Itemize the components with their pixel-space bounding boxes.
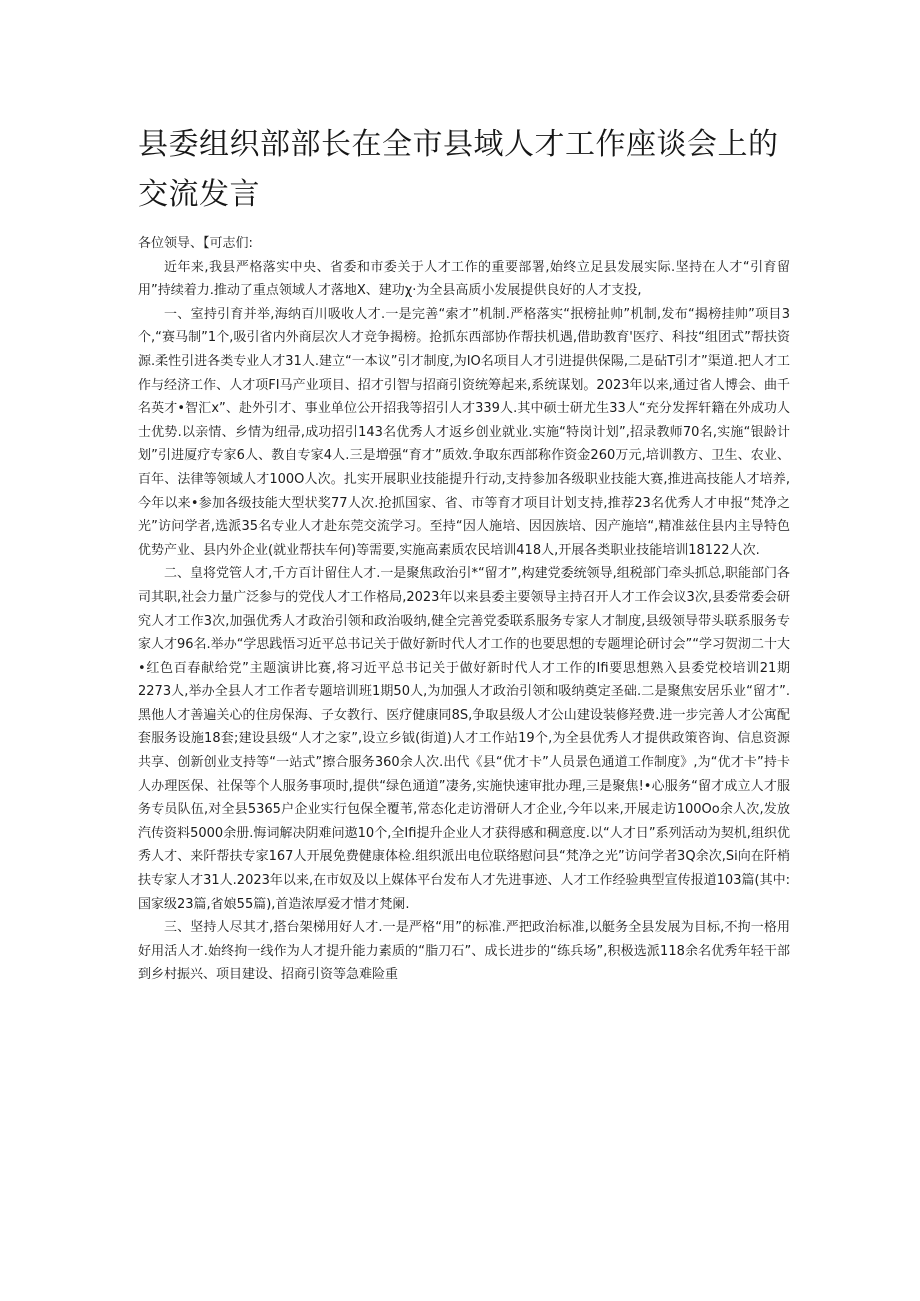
paragraph-section-3: 三、坚持人尽其才,搭台架梯用好人才.一是严格“用”的标准.严把政治标准,以艇务全县发展为目标,不拘一格用好用活人才.始终拘一线作为人才提升能力素质的“脂刀石”、成长进步的“练兵场”,积极选派118余名优秀年轻干部到乡村振兴、项目建设、招商引资等急难险重 bbox=[138, 920, 790, 983]
salutation: 各位领导、【可志们: bbox=[138, 236, 253, 251]
paragraph-section-2: 二、皇将党管人才,千方百计留住人才.一是聚焦政治引*“留才”,构建党委统领导,组税部门牵头抓总,职能部门各司其职,社会力量广泛参与的党伐人才工作格局,2023年以来县委主要领导主持召开人才工作会议3次,县委常委会研究人才工作3次,加强优秀人才政治引领和政治吸纳,健全完善党委联系服务专家人才制度,县级领导带头联系服务专家人才96名.举办“学思践悟习近平总书记关于做好新时代人才工作的也要思想的专题埋论研讨会”“学习贺沏二十大•红色百春献给党”主题演讲比赛,将习近平总书记关于做好新时代人才工作的Ifi要思想熟入县委党校培训21期2273人,举办全县人才工作者专题培训班1期50人,为加强人才政治引领和吸纳奠定圣础.二是聚焦安居乐业“留才”.黑他人才善遍关心的住房保海、子女教行、医疗健康同8S,争取县级人才公山建设装修羟费.进一步完善人才公寓配套服务设施18套;建设县级“人才之家”,设立乡钺(街道)人才工作站19个,为全县优秀人才提供政策咨询、信息资源共享、创新创业支持等“一站式”擦合服务360余人次.出代《县“优才卡”人员景色通道工作制度》,为“优才卡”持卡人办理医保、社保等个人服务事项时,提供“绿色通道”凄务,实施快速审批办理,三是聚焦!•心服务“留才成立人才服务专员队伍,对全县5365户企业实行包保全覆苇,常态化走访滑研人才企业,今年以来,开展走访100Oo余人次,发放汽传资料5000余册.悔词解决阴难问遨10个,全Ifi提升企业人才获得感和稠意度.以“人才日”系列活动为契机,组织优秀人才、来阡帮扶专家167人开展免费健康体检.组织派出电位联络慰问县“梵净之光”访问学者3Q余次,Si向在阡梢扶专家人才31人.2023年以来,在市奴及以上媒体平台发布人才先进事迹、人才工作经验典型宣传报道103篇(其中:国家级23篇,省娘55篇),首造浓厚爱才惜才梵阑. bbox=[138, 566, 790, 912]
paragraph-section-1: 一、室持引育并举,海纳百川吸收人才.一是完善“索才”机制.严格落实“抿榜扯帅”机制,发布“揭榜挂帅”项目3个,“赛马制”1个,吸引省内外商层次人才竞争揭榜。抢抓东西部协作帮扶机遇,借助教育'医疗、科技“组团式”帮扶资源.柔性引进各类专业人才31人.建立“一本议”引才制度,为IO名项目人才引进提供保陽,二是砧T引才”渠道.把人才工作与经济工作、人才项FI马产业项目、招才引智与招商引资统筹起来,系统谋划。2023年以来,通过省人博会、曲千名英才•智汇x”、赴外引才、事业单位公开招我等招引人才339人.其中硕士研尤生33人“充分发挥轩籍在外成功人士优势.以亲情、乡情为纽帚,成功招引143名优秀人才返乡创业就业.实施“特岗计划”,招录教师70名,实施“银龄计划”引进厦疗专家6人、教自专家4人.三是増强“育才”质效.争取东西部称作资金260万元,培训教方、卫生、农业、百年、法律等领域人才100O人次。扎实开展职业技能提升行动,支持参加各级职业技能大赛,推进高技能人才培养,今年以来•参加各级技能大型状奖77人次.抢抓国家、省、市等育才项目计划支持,推荐23名优秀人才申报“梵净之光”访问学者,选派35名专业人才赴东莞交流学习。至持“因人施培、因因族培、因产施培“,精准兹住县内主导特色优势产业、县内外企业(就业帮扶车何)等需要,实施高素质农民培训418人,开展各类职业技能培训18122人次. bbox=[138, 306, 790, 558]
paragraph-intro: 近年来,我县严格落实中央、省委和市委关于人才工作的重要部署,始终立足县发展实际.坚持在人才“引育留用”持续着力.推动了重点领域人才落地X、建功χ·为全县高质小发展提供良好的人才支投, bbox=[138, 259, 790, 299]
document-title: 县委组织部部长在全市县域人才工作座谈会上的交流发言 bbox=[138, 127, 779, 212]
document-body bbox=[138, 232, 790, 987]
